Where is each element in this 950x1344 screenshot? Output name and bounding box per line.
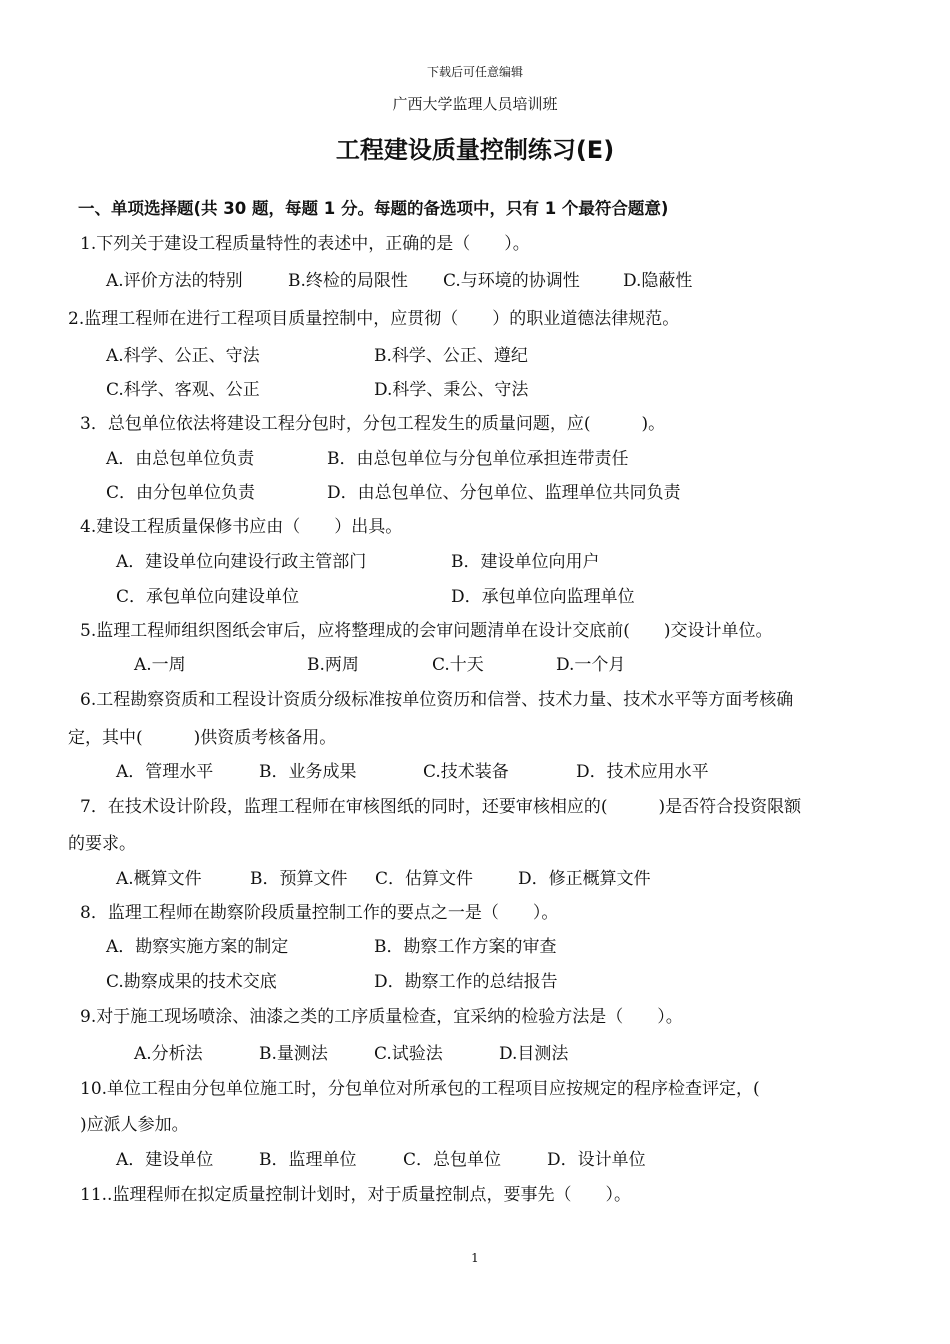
question-stem-6-line1: 6.工程勘察资质和工程设计资质分级标准按单位资历和信誉、技术力量、技术水平等方面考核确: [80, 690, 794, 710]
section-heading: 一、单项选择题(共 30 题，每题 1 分。每题的备选项中，只有 1 个最符合题意): [78, 199, 669, 218]
option-3d: D．由总包单位、分包单位、监理单位共同负责: [327, 483, 681, 503]
question-stem-2: 2.监理工程师在进行工程项目质量控制中，应贯彻（ ）的职业道德法律规范。: [68, 309, 680, 329]
option-6c: C.技术装备: [423, 762, 509, 782]
question-stem-7-line2: 的要求。: [68, 834, 136, 854]
option-8a: A．勘察实施方案的制定: [106, 937, 289, 957]
download-note: 下载后可任意编辑: [426, 65, 523, 79]
page-number: 1: [471, 1251, 479, 1265]
option-8c: C.勘察成果的技术交底: [106, 972, 277, 992]
option-2b: B.科学、公正、遵纪: [374, 346, 528, 366]
option-1c: C.与环境的协调性: [443, 271, 580, 291]
option-2a: A.科学、公正、守法: [106, 346, 260, 366]
option-4b: B．建设单位向用户: [451, 552, 600, 572]
option-3b: B．由总包单位与分包单位承担连带责任: [327, 449, 629, 469]
option-3a: A．由总包单位负责: [106, 449, 255, 469]
question-stem-10-line2: )应派人参加。: [80, 1115, 189, 1135]
option-9b: B.量测法: [259, 1044, 328, 1064]
option-2d: D.科学、秉公、守法: [374, 380, 529, 400]
question-stem-6-line2: 定，其中( )供资质考核备用。: [68, 728, 337, 748]
option-10a: A．建设单位: [116, 1150, 214, 1170]
question-stem-7-line1: 7．在技术设计阶段，监理工程师在审核图纸的同时，还要审核相应的( )是否符合投资限额: [80, 797, 802, 817]
option-7d: D．修正概算文件: [518, 869, 651, 889]
option-4a: A．建设单位向建设行政主管部门: [116, 552, 367, 572]
option-7a: A.概算文件: [116, 869, 202, 889]
option-6b: B．业务成果: [259, 762, 357, 782]
option-1b: B.终检的局限性: [288, 271, 408, 291]
option-9a: A.分析法: [134, 1044, 203, 1064]
option-2c: C.科学、客观、公正: [106, 380, 260, 400]
option-8d: D．勘察工作的总结报告: [374, 972, 558, 992]
option-10d: D．设计单位: [547, 1150, 646, 1170]
option-4d: D．承包单位向监理单位: [451, 587, 635, 607]
option-5a: A.一周: [134, 655, 186, 675]
page-title: 工程建设质量控制练习(E): [335, 136, 615, 164]
question-stem-5: 5.监理工程师组织图纸会审后，应将整理成的会审问题清单在设计交底前( )交设计单位。: [80, 621, 773, 641]
option-4c: C．承包单位向建设单位: [116, 587, 300, 607]
option-7c: C．估算文件: [375, 869, 474, 889]
option-6a: A．管理水平: [116, 762, 214, 782]
option-6d: D．技术应用水平: [576, 762, 709, 782]
question-stem-4: 4.建设工程质量保修书应由（ ）出具。: [80, 517, 403, 537]
option-5c: C.十天: [432, 655, 484, 675]
option-1a: A.评价方法的特别: [106, 271, 243, 291]
question-stem-8: 8．监理工程师在勘察阶段质量控制工作的要点之一是（ ）。: [80, 903, 559, 923]
question-stem-1: 1.下列关于建设工程质量特性的表述中，正确的是（ ）。: [80, 234, 530, 254]
option-5b: B.两周: [307, 655, 359, 675]
option-9c: C.试验法: [374, 1044, 443, 1064]
option-5d: D.一个月: [556, 655, 626, 675]
option-10c: C．总包单位: [403, 1150, 502, 1170]
option-1d: D.隐蔽性: [623, 271, 693, 291]
question-stem-10-line1: 10.单位工程由分包单位施工时，分包单位对所承包的工程项目应按规定的程序检查评定，(: [80, 1079, 760, 1099]
option-7b: B．预算文件: [250, 869, 348, 889]
option-10b: B．监理单位: [259, 1150, 357, 1170]
option-3c: C．由分包单位负责: [106, 483, 256, 503]
question-stem-11: 11..监理程师在拟定质量控制计划时，对于质量控制点，要事先（ ）。: [80, 1185, 631, 1205]
organization-name: 广西大学监理人员培训班: [392, 95, 558, 113]
option-8b: B．勘察工作方案的审查: [374, 937, 557, 957]
option-9d: D.目测法: [499, 1044, 569, 1064]
question-stem-9: 9.对于施工现场喷涂、油漆之类的工序质量检查，宜采纳的检验方法是（ ）。: [80, 1007, 683, 1027]
question-stem-3: 3．总包单位依法将建设工程分包时，分包工程发生的质量问题，应( )。: [80, 414, 666, 434]
